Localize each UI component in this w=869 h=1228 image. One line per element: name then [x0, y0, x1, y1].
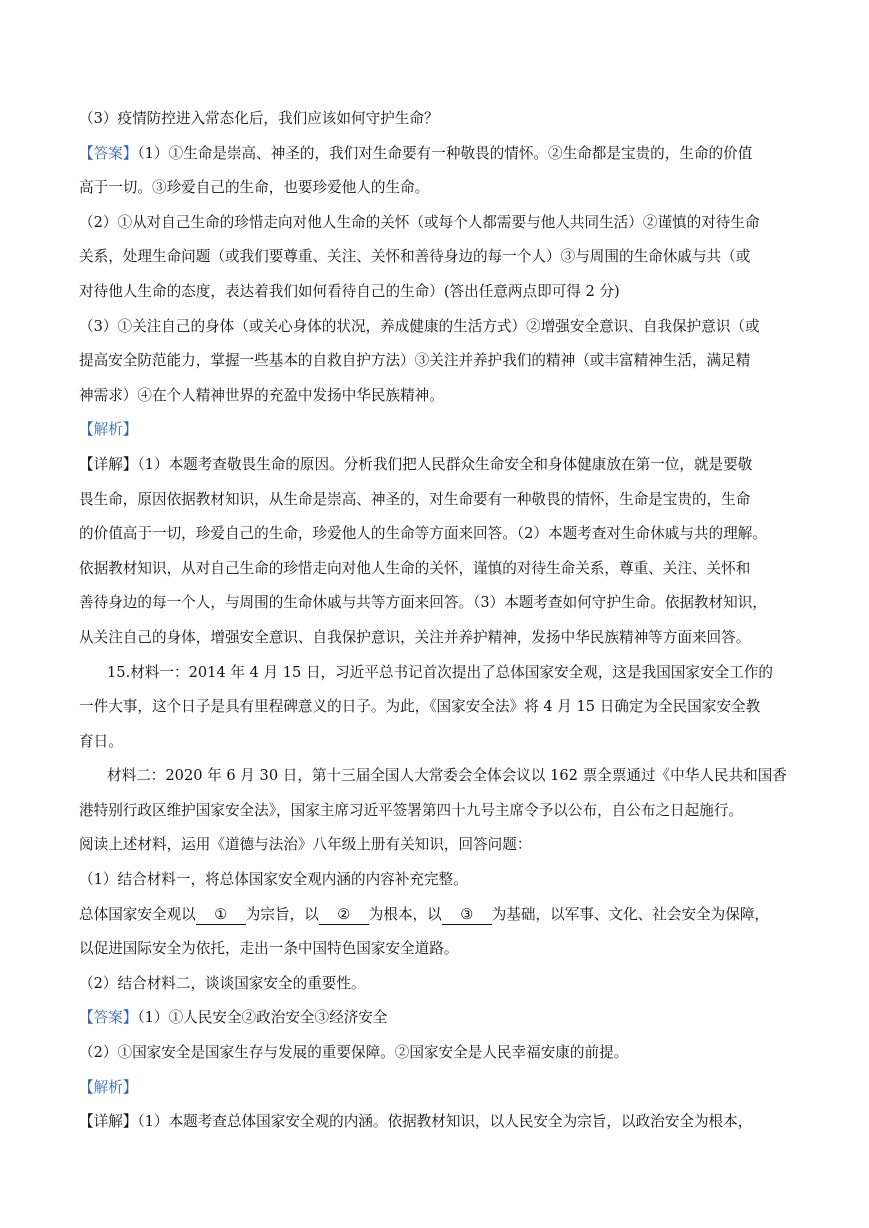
analysis-tag: 【解析】: [79, 421, 138, 439]
answer-tag: 【答案】: [79, 144, 138, 162]
answer-line: 【答案】（1）①生命是崇高、神圣的，我们对生命要有一种敬畏的情怀。②生命都是宝贵的，生命的价值: [79, 144, 753, 162]
detail-line: 从关注自己的身体，增强安全意识、自我保护意识，关注并养护精神，发扬中华民族精神等方面来回答。: [79, 628, 751, 646]
answer-line: （2）①国家安全是国家生存与发展的重要保障。②国家安全是人民幸福安康的前提。: [79, 1044, 629, 1062]
analysis-heading: [79, 1071, 791, 1106]
detail-line: 【详解】（1）本题考查敬畏生命的原因。分析我们把人民群众生命安全和身体健康放在第一位，就是要敬: [79, 455, 753, 473]
answer-line: 高于一切。③珍爱自己的生命，也要珍爱他人的生命。: [79, 179, 430, 197]
analysis-tag: 【解析】: [79, 1078, 138, 1096]
detail-line: 善待身边的每一个人，与周围的生命休戚与共等方面来回答。（3）本题考查如何守护生命。依据教材知识，: [79, 594, 767, 612]
fill-in-sentence-continued: 以促进国际安全为依托，走出一条中国特色国家安全道路。: [79, 940, 459, 958]
fill-in-sentence: 总体国家安全观以 ① 为宗旨，以 ② 为根本，以 ③ 为基础，以军事、文化、社会安全为保障，: [79, 905, 770, 923]
detail-line: 的价值高于一切，珍爱自己的生命，珍爱他人的生命等方面来回答。（2）本题考查对生命休戚与共的理解。: [79, 525, 767, 543]
answer-line: 提高安全防范能力，掌握一些基本的自救自护方法）③关注并养护我们的精神（或丰富精神生活，满足精: [79, 352, 751, 370]
detail-tag: 【详解】: [79, 455, 138, 473]
detail-tag: 【详解】: [79, 1113, 138, 1131]
sub-question-1: （1）结合材料一，将总体国家安全观内涵的内容补充完整。: [79, 871, 468, 889]
question-3-prompt: （3）疫情防控进入常态化后，我们应该如何守护生命？: [79, 110, 439, 127]
material-1-line: 15.材料一：2014 年 4 月 15 日，习近平总书记首次提出了总体国家安全观，这是我国国家安全工作的: [107, 663, 773, 681]
fill-blank-3: ③: [442, 906, 492, 925]
detail-line: 【详解】（1）本题考查总体国家安全观的内涵。依据教材知识，以人民安全为宗旨，以政治安全为根本，: [79, 1113, 753, 1131]
material-2-line: 材料二：2020 年 6 月 30 日，第十三届全国人大常委会全体会议以 162 票全票通过《中华人民共和国香: [107, 767, 787, 785]
detail-line: 依据教材知识，从对自己生命的珍惜走向对他人生命的关怀，谨慎的对待生命关系，尊重、关注、关怀和: [79, 559, 751, 577]
detail-line: 畏生命，原因依据教材知识，从生命是崇高、神圣的，对生命要有一种敬畏的情怀，生命是宝贵的，生命: [79, 490, 751, 508]
analysis-heading: [79, 413, 791, 448]
material-1-line: 育日。: [79, 732, 123, 750]
instruction-text: 阅读上述材料，运用《道德与法治》八年级上册有关知识，回答问题：: [79, 836, 532, 854]
sub-question-2: （2）结合材料二，谈谈国家安全的重要性。: [79, 974, 366, 992]
material-1-line: 一件大事，这个日子是具有里程碑意义的日子。为此，《国家安全法》将 4 月 15 日确定为全民国家安全教: [79, 698, 761, 716]
fill-blank-1: ①: [196, 906, 246, 925]
document-page: [79, 102, 791, 1140]
fill-blank-2: ②: [319, 906, 369, 925]
answer-line: 【答案】（1）①人民安全②政治安全③经济安全: [79, 1009, 388, 1027]
answer-line: 关系，处理生命问题（或我们要尊重、关注、关怀和善待身边的每一个人）③与周围的生命休戚与共（或: [79, 248, 751, 266]
answer-line: 对待他人生命的态度，表达着我们如何看待自己的生命）(答出任意两点即可得 2 分): [79, 282, 620, 300]
answer-line: 神需求）④在个人精神世界的充盈中发扬中华民族精神。: [79, 386, 444, 404]
answer-line: （2）①从对自己生命的珍惜走向对他人生命的关怀（或每个人都需要与他人共同生活）②谨慎的对待生命: [79, 213, 760, 231]
answer-tag: 【答案】: [79, 1009, 138, 1027]
material-2-line: 港特别行政区维护国家安全法》，国家主席习近平签署第四十九号主席令予以公布，自公布之日起施行。: [79, 801, 744, 819]
answer-line: （3）①关注自己的身体（或关心身体的状况，养成健康的生活方式）②增强安全意识、自我保护意识（或: [79, 317, 760, 335]
